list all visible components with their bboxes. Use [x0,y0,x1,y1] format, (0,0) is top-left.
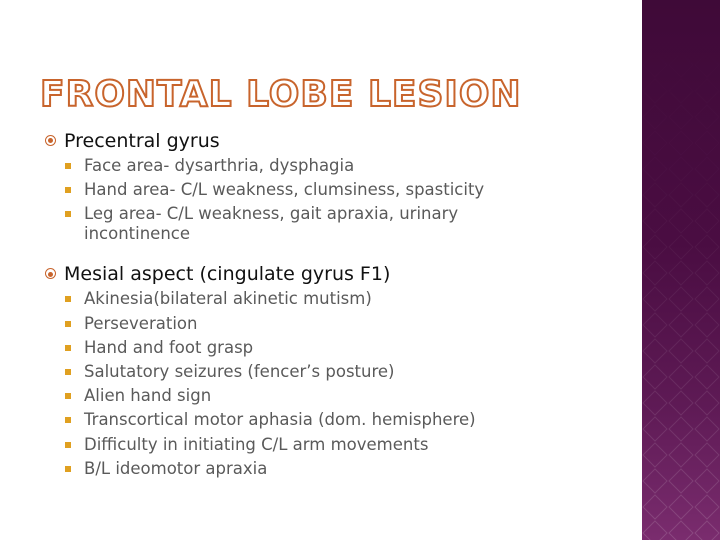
sub-bullet-item [64,204,624,243]
circled-dot-bullet-icon [44,128,64,154]
diamond-pattern-decoration [642,0,720,540]
sub-bullet-item [64,386,624,406]
sub-bullet-text: Hand and foot grasp [84,337,254,357]
sub-bullet-item [64,180,624,200]
square-bullet-icon [64,156,84,175]
sub-bullet-text: Salutatory seizures (fencer’s posture) [84,361,395,381]
section-heading-text: Precentral gyrus [64,130,220,152]
section-heading [44,261,624,287]
sub-bullet-text: Difficulty in initiating C/L arm movements [84,434,429,454]
square-bullet-icon [64,435,84,454]
square-bullet-icon [64,180,84,199]
sub-bullet-item [64,314,624,334]
square-bullet-icon [64,386,84,405]
section-heading-text: Mesial aspect (cingulate gyrus F1) [64,263,391,286]
section-mesial-aspect [44,261,624,478]
bullet-content [44,128,624,483]
sub-bullet-text: Perseveration [84,313,198,333]
sub-bullet-item [64,289,624,309]
sub-bullet-item [64,156,624,176]
sub-bullet-item [64,410,624,430]
sub-bullet-text: Alien hand sign [84,386,212,406]
sub-bullet-text: Akinesia(bilateral akinetic mutism) [84,289,372,309]
circled-dot-bullet-icon [44,261,64,287]
decorative-side-panel [642,0,720,540]
sub-bullet-text: Face area- dysarthria, dysphagia [84,156,355,175]
sub-bullet-item [64,338,624,358]
square-bullet-icon [64,362,84,381]
square-bullet-icon [64,314,84,333]
square-bullet-icon [64,204,84,223]
sub-bullet-text: Leg area- C/L weakness, gait apraxia, urinary incontinence [84,204,459,243]
sub-bullet-text: B/L ideomotor apraxia [84,458,268,478]
square-bullet-icon [64,459,84,478]
sub-bullet-item [64,459,624,479]
slide-title: FRONTAL LOBE LESION [40,74,522,115]
square-bullet-icon [64,338,84,357]
sub-bullet-list [64,156,624,243]
sub-bullet-text: Hand area- C/L weakness, clumsiness, spasticity [84,180,485,200]
sub-bullet-item [64,435,624,455]
sub-bullet-list [64,289,624,478]
square-bullet-icon [64,410,84,429]
sub-bullet-text: Transcortical motor aphasia (dom. hemisphere) [84,410,476,430]
section-precentral-gyrus [44,128,624,243]
section-heading [44,128,624,154]
square-bullet-icon [64,289,84,308]
sub-bullet-item [64,362,624,382]
